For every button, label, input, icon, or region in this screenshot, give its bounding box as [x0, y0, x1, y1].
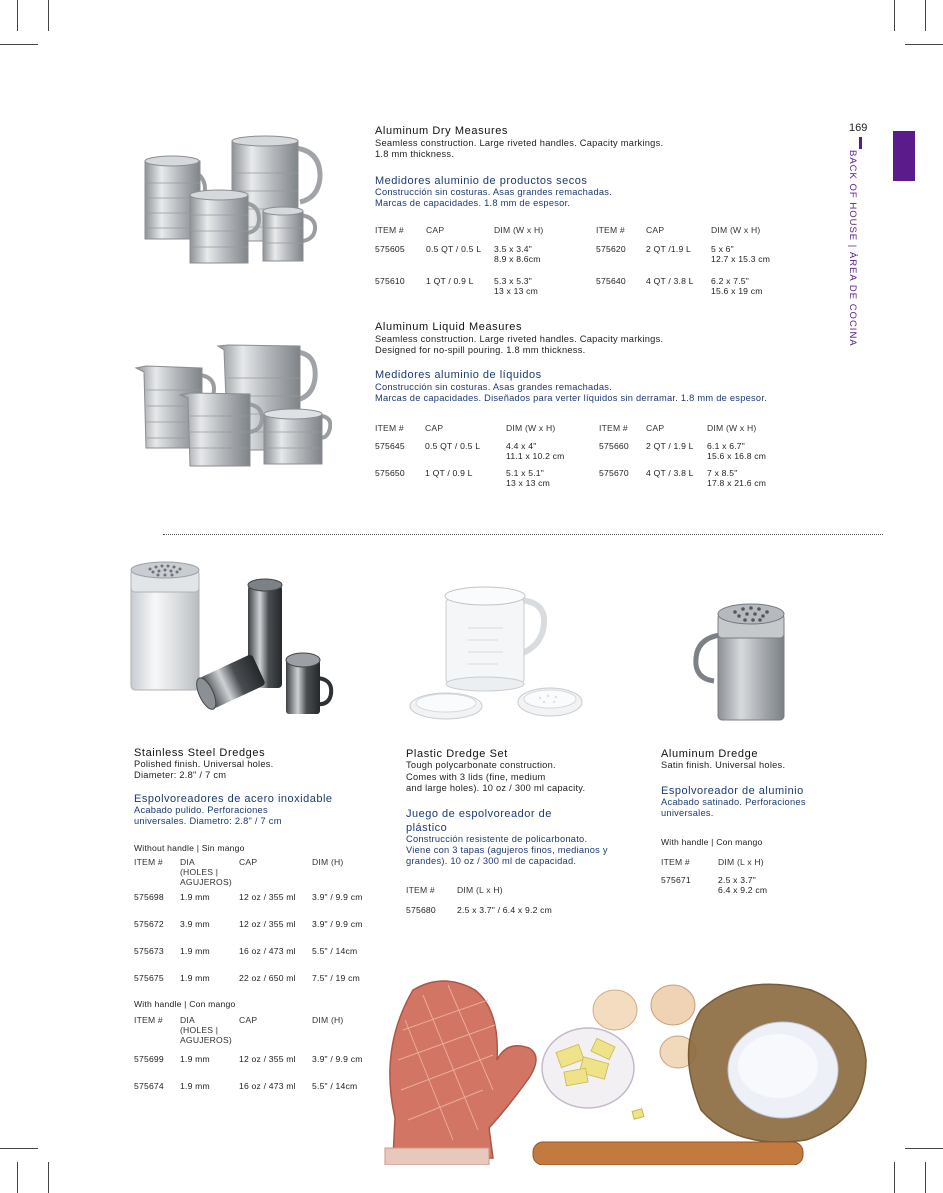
plastic-desc-line3: and large holes). 10 oz / 300 ml capacity. — [406, 783, 586, 793]
plastic-desc-line1: Tough polycarbonate construction. — [406, 760, 556, 770]
liquid-table — [375, 423, 815, 503]
table-cell: 22 oz / 650 ml — [239, 973, 296, 983]
ss-with-handle-label: With handle | Con mango — [134, 999, 236, 1009]
stainless-dredges-image — [128, 560, 343, 720]
col-header: DIM (W x H) — [494, 225, 544, 235]
table-cell: 575673 — [134, 946, 164, 956]
table-cell: 575680 — [406, 905, 436, 915]
col-header: ITEM # — [599, 423, 628, 433]
table-cell: 15.6 x 19 cm — [711, 286, 763, 296]
col-header: CAP — [646, 225, 665, 235]
table-cell: 0.5 QT / 0.5 L — [426, 244, 482, 254]
table-cell: 4 QT / 3.8 L — [646, 276, 694, 286]
ss-es-desc-line1: Acabado pulido. Perforaciones — [134, 805, 268, 815]
col-header: DIM (L x H) — [457, 885, 503, 895]
alu-dredge-desc-line1: Satin finish. Universal holes. — [661, 760, 786, 770]
table-cell: 575640 — [596, 276, 626, 286]
table-cell: 575620 — [596, 244, 626, 254]
col-header: CAP — [239, 1015, 258, 1025]
plastic-table — [406, 885, 606, 925]
table-cell: 3.9 mm — [180, 919, 210, 929]
col-header: CAP — [239, 857, 258, 867]
table-cell: 15.6 x 16.8 cm — [707, 451, 767, 461]
crop-mark — [0, 44, 38, 45]
ss-without-handle-label: Without handle | Sin mango — [134, 843, 245, 853]
table-cell: 1 QT / 0.9 L — [425, 468, 473, 478]
crop-mark — [48, 1162, 49, 1193]
col-header: (HOLES | — [180, 867, 219, 877]
table-cell: 7 x 8.5" — [707, 468, 738, 478]
table-cell: 17.8 x 21.6 cm — [707, 478, 767, 488]
col-header: AGUJEROS) — [180, 1035, 232, 1045]
col-header: DIM (H) — [312, 1015, 344, 1025]
table-cell: 12.7 x 15.3 cm — [711, 254, 771, 264]
crop-mark — [17, 1162, 18, 1193]
col-header: ITEM # — [375, 225, 404, 235]
crop-mark — [905, 44, 943, 45]
table-cell: 2.5 x 3.7" / 6.4 x 9.2 cm — [457, 905, 552, 915]
table-cell: 1.9 mm — [180, 1054, 210, 1064]
table-cell: 13 x 13 cm — [506, 478, 551, 488]
col-header: ITEM # — [134, 1015, 163, 1025]
crop-mark — [894, 1162, 895, 1193]
table-cell: 1.9 mm — [180, 892, 210, 902]
page-number-bar — [859, 137, 862, 149]
table-cell: 5.5" / 14cm — [312, 946, 358, 956]
table-cell: 12 oz / 355 ml — [239, 1054, 296, 1064]
crop-mark — [925, 1162, 926, 1193]
plastic-es-desc-line3: grandes). 10 oz / 300 ml de capacidad. — [406, 856, 577, 866]
plastic-es-title-line1: Juego de espolvoreador de — [406, 808, 552, 820]
table-cell: 12 oz / 355 ml — [239, 892, 296, 902]
col-header: DIM (L x H) — [718, 857, 764, 867]
dry-measures-image — [135, 133, 330, 268]
crop-mark — [17, 0, 18, 31]
table-cell: 1 QT / 0.9 L — [426, 276, 474, 286]
col-header: ITEM # — [375, 423, 404, 433]
table-cell: 575670 — [599, 468, 629, 478]
table-cell: 16 oz / 473 ml — [239, 946, 296, 956]
alu-dredge-es-desc-line2: universales. — [661, 808, 714, 818]
dry-title: Aluminum Dry Measures — [375, 125, 509, 137]
table-cell: 4 QT / 3.8 L — [646, 468, 694, 478]
liquid-desc-line2: Designed for no-spill pouring. 1.8 mm thickness. — [375, 345, 586, 355]
table-cell: 2 QT /1.9 L — [646, 244, 692, 254]
plastic-desc-line2: Comes with 3 lids (fine, medium — [406, 772, 546, 782]
table-cell: 12 oz / 355 ml — [239, 919, 296, 929]
table-cell: 6.1 x 6.7" — [707, 441, 746, 451]
aluminum-dredge-image — [690, 600, 795, 725]
table-cell: 4.4 x 4" — [506, 441, 537, 451]
liquid-es-desc-line1: Construcción sin costuras. Asas grandes remachadas. — [375, 382, 613, 392]
col-header: CAP — [646, 423, 665, 433]
table-cell: 6.2 x 7.5" — [711, 276, 750, 286]
alu-dredge-with-handle-label: With handle | Con mango — [661, 837, 763, 847]
col-header: CAP — [426, 225, 445, 235]
col-header: DIM (W x H) — [506, 423, 556, 433]
table-cell: 7.5" / 19 cm — [312, 973, 360, 983]
ss-es-desc-line2: universales. Diametro: 2.8" / 7 cm — [134, 816, 282, 826]
col-header: ITEM # — [406, 885, 435, 895]
ss-table-with-handle — [134, 1015, 374, 1105]
col-header: DIA — [180, 1015, 195, 1025]
table-cell: 575650 — [375, 468, 405, 478]
ss-table-without-handle — [134, 857, 374, 997]
ss-es-title: Espolvoreadores de acero inoxidable — [134, 793, 333, 805]
table-cell: 575610 — [375, 276, 405, 286]
crop-mark — [925, 0, 926, 31]
plastic-es-desc-line1: Construcción resistente de policarbonato. — [406, 834, 588, 844]
table-cell: 5.5" / 14cm — [312, 1081, 358, 1091]
table-cell: 575675 — [134, 973, 164, 983]
watercolor-illustration — [383, 970, 898, 1165]
col-header: (HOLES | — [180, 1025, 219, 1035]
alu-dredge-es-desc-line1: Acabado satinado. Perforaciones — [661, 797, 806, 807]
ss-desc-line1: Polished finish. Universal holes. — [134, 759, 274, 769]
table-cell: 575605 — [375, 244, 405, 254]
col-header: AGUJEROS) — [180, 877, 232, 887]
table-cell: 3.9" / 9.9 cm — [312, 919, 363, 929]
table-cell: 5 x 6" — [711, 244, 734, 254]
table-cell: 11.1 x 10.2 cm — [506, 451, 565, 461]
plastic-title: Plastic Dredge Set — [406, 748, 508, 760]
table-cell: 8.9 x 8.6cm — [494, 254, 541, 264]
section-tab — [893, 131, 915, 181]
table-cell: 1.9 mm — [180, 973, 210, 983]
col-header: DIA — [180, 857, 195, 867]
col-header: DIM (W x H) — [711, 225, 761, 235]
col-header: ITEM # — [596, 225, 625, 235]
table-cell: 2 QT / 1.9 L — [646, 441, 694, 451]
table-cell: 3.9" / 9.9 cm — [312, 892, 363, 902]
alu-dredge-table — [661, 857, 861, 902]
col-header: ITEM # — [661, 857, 690, 867]
plastic-dredge-image — [408, 578, 583, 728]
page-number: 169 — [849, 122, 868, 134]
table-cell: 575672 — [134, 919, 164, 929]
table-cell: 575671 — [661, 875, 691, 885]
alu-dredge-title: Aluminum Dredge — [661, 748, 759, 760]
table-cell: 3.9" / 9.9 cm — [312, 1054, 363, 1064]
dry-es-desc-line1: Construcción sin costuras. Asas grandes remachadas. — [375, 187, 613, 197]
crop-mark — [0, 1148, 38, 1149]
table-cell: 575674 — [134, 1081, 164, 1091]
table-cell: 6.4 x 9.2 cm — [718, 885, 768, 895]
crop-mark — [894, 0, 895, 31]
liquid-es-title: Medidores aluminio de líquidos — [375, 369, 542, 381]
col-header: ITEM # — [134, 857, 163, 867]
plastic-es-title-line2: plástico — [406, 822, 448, 834]
table-cell: 5.1 x 5.1" — [506, 468, 545, 478]
liquid-title: Aluminum Liquid Measures — [375, 321, 523, 333]
section-divider — [163, 534, 883, 535]
ss-title: Stainless Steel Dredges — [134, 747, 266, 759]
liquid-desc-line1: Seamless construction. Large riveted handles. Capacity markings. — [375, 334, 664, 344]
table-cell: 575698 — [134, 892, 164, 902]
col-header: CAP — [425, 423, 444, 433]
table-cell: 16 oz / 473 ml — [239, 1081, 296, 1091]
col-header: DIM (W x H) — [707, 423, 757, 433]
dry-desc-line1: Seamless construction. Large riveted handles. Capacity markings. — [375, 138, 664, 148]
table-cell: 1.9 mm — [180, 1081, 210, 1091]
dry-es-title: Medidores aluminio de productos secos — [375, 175, 588, 187]
table-cell: 575699 — [134, 1054, 164, 1064]
section-side-label: BACK OF HOUSE | ÁREA DE COCINA — [847, 150, 858, 347]
crop-mark — [48, 0, 49, 31]
crop-mark — [905, 1148, 943, 1149]
table-cell: 5.3 x 5.3" — [494, 276, 533, 286]
liquid-measures-image — [132, 340, 332, 470]
table-cell: 575645 — [375, 441, 405, 451]
table-cell: 13 x 13 cm — [494, 286, 539, 296]
col-header: DIM (H) — [312, 857, 344, 867]
dry-es-desc-line2: Marcas de capacidades. 1.8 mm de espesor. — [375, 198, 571, 208]
alu-dredge-es-title: Espolvoreador de aluminio — [661, 785, 804, 797]
plastic-es-desc-line2: Viene con 3 tapas (agujeros finos, medianos y — [406, 845, 608, 855]
dry-table — [375, 225, 815, 305]
table-cell: 575660 — [599, 441, 629, 451]
table-cell: 2.5 x 3.7" — [718, 875, 757, 885]
table-cell: 1.9 mm — [180, 946, 210, 956]
ss-desc-line2: Diameter: 2.8" / 7 cm — [134, 770, 227, 780]
dry-desc-line2: 1.8 mm thickness. — [375, 149, 455, 159]
table-cell: 3.5 x 3.4" — [494, 244, 533, 254]
liquid-es-desc-line2: Marcas de capacidades. Diseñados para verter líquidos sin derramar. 1.8 mm de espesor. — [375, 393, 768, 403]
table-cell: 0.5 QT / 0.5 L — [425, 441, 481, 451]
